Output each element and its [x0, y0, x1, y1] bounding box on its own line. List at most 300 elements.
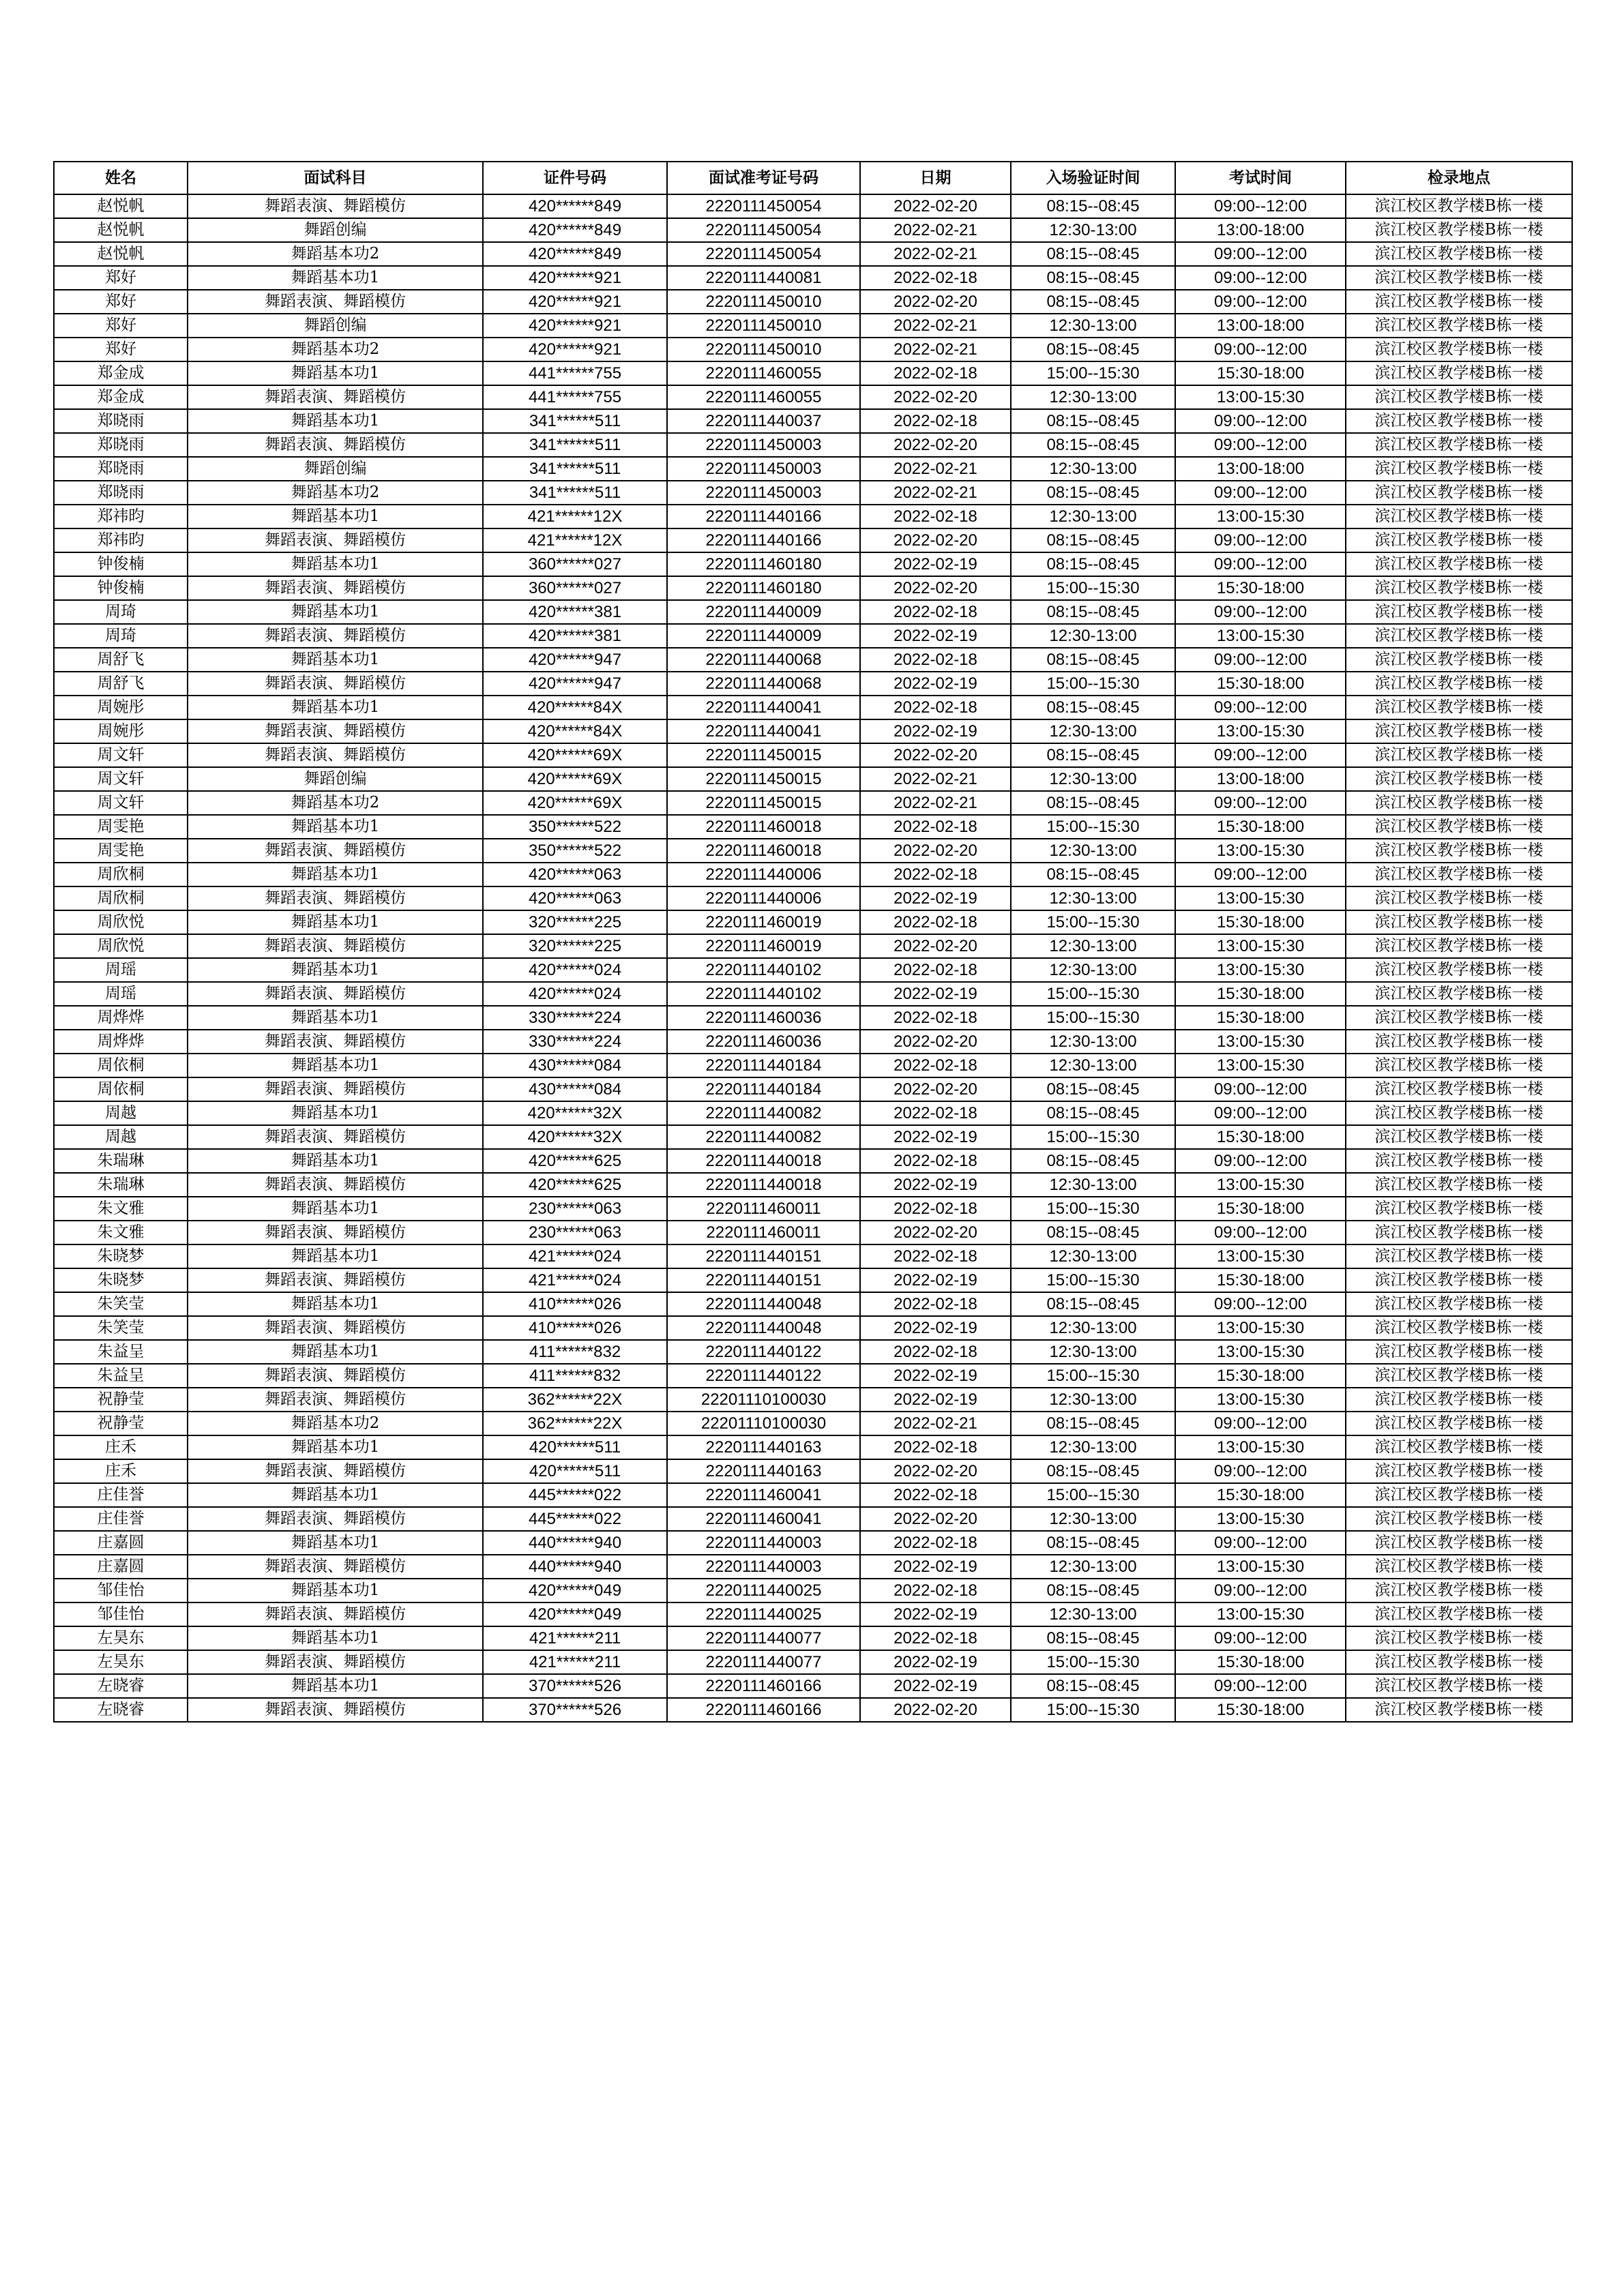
cell-checkin-time: 08:15--08:45 [1011, 1077, 1175, 1101]
cell-checkin-location: 滨江校区教学楼B栋一楼 [1346, 791, 1572, 815]
cell-date: 2022-02-19 [860, 1602, 1011, 1626]
cell-id-number: 441******755 [483, 361, 667, 385]
cell-name: 周依桐 [54, 1077, 188, 1101]
cell-name: 郑好 [54, 266, 188, 290]
cell-date: 2022-02-20 [860, 433, 1011, 457]
cell-admission-number: 2220111440018 [667, 1149, 860, 1173]
header-row [54, 162, 1572, 194]
cell-checkin-time: 15:00--15:30 [1011, 1698, 1175, 1722]
cell-id-number: 420******69X [483, 791, 667, 815]
cell-exam-time: 09:00--12:00 [1175, 1674, 1346, 1698]
cell-date: 2022-02-18 [860, 863, 1011, 886]
cell-checkin-time: 08:15--08:45 [1011, 863, 1175, 886]
cell-date: 2022-02-20 [860, 1698, 1011, 1722]
cell-checkin-time: 08:15--08:45 [1011, 1459, 1175, 1483]
cell-id-number: 420******063 [483, 863, 667, 886]
cell-checkin-location: 滨江校区教学楼B栋一楼 [1346, 982, 1572, 1006]
cell-subject: 舞蹈基本功2 [188, 791, 483, 815]
cell-checkin-time: 15:00--15:30 [1011, 1483, 1175, 1507]
cell-id-number: 420******024 [483, 982, 667, 1006]
cell-checkin-location: 滨江校区教学楼B栋一楼 [1346, 910, 1572, 934]
cell-id-number: 420******849 [483, 242, 667, 266]
cell-exam-time: 13:00-15:30 [1175, 1435, 1346, 1459]
table-row [54, 791, 1572, 815]
cell-name: 郑好 [54, 314, 188, 338]
table-row [54, 1030, 1572, 1054]
table-row [54, 314, 1572, 338]
cell-id-number: 421******12X [483, 505, 667, 528]
cell-id-number: 420******049 [483, 1602, 667, 1626]
cell-exam-time: 09:00--12:00 [1175, 696, 1346, 719]
cell-admission-number: 2220111440102 [667, 958, 860, 982]
cell-id-number: 330******224 [483, 1006, 667, 1030]
cell-date: 2022-02-20 [860, 528, 1011, 552]
cell-date: 2022-02-18 [860, 1197, 1011, 1221]
cell-exam-time: 09:00--12:00 [1175, 194, 1346, 218]
cell-date: 2022-02-18 [860, 266, 1011, 290]
table-row [54, 624, 1572, 648]
cell-subject: 舞蹈基本功2 [188, 338, 483, 361]
table-row [54, 1531, 1572, 1555]
cell-subject: 舞蹈表演、舞蹈模仿 [188, 1388, 483, 1412]
cell-subject: 舞蹈表演、舞蹈模仿 [188, 194, 483, 218]
cell-subject: 舞蹈基本功2 [188, 1412, 483, 1435]
cell-checkin-location: 滨江校区教学楼B栋一楼 [1346, 934, 1572, 958]
cell-id-number: 420******921 [483, 266, 667, 290]
cell-subject: 舞蹈表演、舞蹈模仿 [188, 886, 483, 910]
cell-admission-number: 2220111440037 [667, 409, 860, 433]
cell-checkin-time: 12:30-13:00 [1011, 1030, 1175, 1054]
cell-subject: 舞蹈表演、舞蹈模仿 [188, 1364, 483, 1388]
cell-id-number: 440******940 [483, 1555, 667, 1579]
cell-admission-number: 2220111460011 [667, 1197, 860, 1221]
table-row [54, 385, 1572, 409]
cell-checkin-time: 12:30-13:00 [1011, 839, 1175, 863]
cell-admission-number: 2220111440041 [667, 719, 860, 743]
cell-id-number: 370******526 [483, 1698, 667, 1722]
cell-subject: 舞蹈基本功1 [188, 1054, 483, 1077]
cell-date: 2022-02-18 [860, 1340, 1011, 1364]
cell-checkin-location: 滨江校区教学楼B栋一楼 [1346, 886, 1572, 910]
cell-subject: 舞蹈基本功1 [188, 1483, 483, 1507]
cell-date: 2022-02-21 [860, 481, 1011, 505]
cell-id-number: 360******027 [483, 552, 667, 576]
table-row [54, 552, 1572, 576]
cell-name: 朱益呈 [54, 1364, 188, 1388]
cell-id-number: 420******849 [483, 194, 667, 218]
cell-date: 2022-02-20 [860, 1507, 1011, 1531]
cell-checkin-time: 12:30-13:00 [1011, 457, 1175, 481]
cell-date: 2022-02-18 [860, 958, 1011, 982]
cell-checkin-time: 12:30-13:00 [1011, 1316, 1175, 1340]
cell-subject: 舞蹈基本功1 [188, 1244, 483, 1268]
cell-admission-number: 2220111460019 [667, 910, 860, 934]
cell-exam-time: 13:00-15:30 [1175, 1316, 1346, 1340]
cell-exam-time: 09:00--12:00 [1175, 481, 1346, 505]
cell-checkin-time: 08:15--08:45 [1011, 1221, 1175, 1244]
table-row [54, 505, 1572, 528]
cell-checkin-time: 12:30-13:00 [1011, 886, 1175, 910]
cell-id-number: 420******32X [483, 1101, 667, 1125]
cell-checkin-location: 滨江校区教学楼B栋一楼 [1346, 218, 1572, 242]
cell-exam-time: 13:00-15:30 [1175, 1555, 1346, 1579]
cell-admission-number: 2220111460036 [667, 1030, 860, 1054]
cell-name: 朱文雅 [54, 1197, 188, 1221]
cell-id-number: 420******511 [483, 1459, 667, 1483]
cell-exam-time: 15:30-18:00 [1175, 1197, 1346, 1221]
cell-exam-time: 15:30-18:00 [1175, 910, 1346, 934]
cell-date: 2022-02-18 [860, 1244, 1011, 1268]
cell-name: 周舒飞 [54, 648, 188, 672]
cell-name: 钟俊楠 [54, 576, 188, 600]
cell-name: 周舒飞 [54, 672, 188, 696]
cell-admission-number: 2220111460018 [667, 815, 860, 839]
cell-checkin-time: 12:30-13:00 [1011, 1555, 1175, 1579]
cell-name: 庄禾 [54, 1435, 188, 1459]
cell-checkin-location: 滨江校区教学楼B栋一楼 [1346, 290, 1572, 314]
table-row [54, 576, 1572, 600]
cell-checkin-location: 滨江校区教学楼B栋一楼 [1346, 863, 1572, 886]
cell-admission-number: 2220111460166 [667, 1698, 860, 1722]
cell-checkin-location: 滨江校区教学楼B栋一楼 [1346, 552, 1572, 576]
cell-id-number: 420******381 [483, 624, 667, 648]
cell-id-number: 230******063 [483, 1221, 667, 1244]
cell-subject: 舞蹈表演、舞蹈模仿 [188, 576, 483, 600]
cell-checkin-time: 08:15--08:45 [1011, 338, 1175, 361]
cell-checkin-location: 滨江校区教学楼B栋一楼 [1346, 815, 1572, 839]
cell-checkin-time: 08:15--08:45 [1011, 1531, 1175, 1555]
cell-subject: 舞蹈表演、舞蹈模仿 [188, 1698, 483, 1722]
cell-checkin-location: 滨江校区教学楼B栋一楼 [1346, 1316, 1572, 1340]
cell-checkin-time: 08:15--08:45 [1011, 409, 1175, 433]
cell-admission-number: 2220111440184 [667, 1054, 860, 1077]
cell-name: 钟俊楠 [54, 552, 188, 576]
cell-checkin-location: 滨江校区教学楼B栋一楼 [1346, 266, 1572, 290]
cell-admission-number: 2220111460180 [667, 576, 860, 600]
cell-exam-time: 13:00-15:30 [1175, 385, 1346, 409]
cell-name: 朱瑞琳 [54, 1149, 188, 1173]
cell-checkin-location: 滨江校区教学楼B栋一楼 [1346, 1125, 1572, 1149]
cell-exam-time: 09:00--12:00 [1175, 409, 1346, 433]
cell-date: 2022-02-20 [860, 194, 1011, 218]
cell-id-number: 420******625 [483, 1149, 667, 1173]
cell-name: 庄嘉圆 [54, 1531, 188, 1555]
cell-checkin-location: 滨江校区教学楼B栋一楼 [1346, 648, 1572, 672]
cell-checkin-location: 滨江校区教学楼B栋一楼 [1346, 505, 1572, 528]
cell-checkin-location: 滨江校区教学楼B栋一楼 [1346, 194, 1572, 218]
cell-name: 左晓睿 [54, 1698, 188, 1722]
cell-id-number: 362******22X [483, 1388, 667, 1412]
cell-admission-number: 2220111450003 [667, 457, 860, 481]
cell-exam-time: 13:00-15:30 [1175, 958, 1346, 982]
cell-name: 朱笑莹 [54, 1292, 188, 1316]
cell-exam-time: 15:30-18:00 [1175, 982, 1346, 1006]
cell-exam-time: 15:30-18:00 [1175, 1364, 1346, 1388]
cell-checkin-time: 12:30-13:00 [1011, 1054, 1175, 1077]
cell-id-number: 440******940 [483, 1531, 667, 1555]
table-row [54, 958, 1572, 982]
cell-exam-time: 09:00--12:00 [1175, 743, 1346, 767]
table-row [54, 1602, 1572, 1626]
cell-admission-number: 2220111440151 [667, 1244, 860, 1268]
cell-date: 2022-02-18 [860, 361, 1011, 385]
interview-schedule-table [53, 161, 1573, 1723]
cell-exam-time: 09:00--12:00 [1175, 1077, 1346, 1101]
cell-id-number: 360******027 [483, 576, 667, 600]
header-checkin-location: 检录地点 [1346, 162, 1572, 194]
cell-id-number: 420******921 [483, 314, 667, 338]
cell-date: 2022-02-18 [860, 1626, 1011, 1650]
cell-name: 周婉彤 [54, 719, 188, 743]
cell-name: 周越 [54, 1101, 188, 1125]
cell-subject: 舞蹈创编 [188, 218, 483, 242]
cell-checkin-location: 滨江校区教学楼B栋一楼 [1346, 1531, 1572, 1555]
table-row [54, 1555, 1572, 1579]
cell-exam-time: 09:00--12:00 [1175, 648, 1346, 672]
cell-name: 庄佳誉 [54, 1507, 188, 1531]
cell-admission-number: 2220111440006 [667, 863, 860, 886]
cell-name: 朱晓梦 [54, 1268, 188, 1292]
cell-exam-time: 09:00--12:00 [1175, 1579, 1346, 1602]
cell-checkin-time: 12:30-13:00 [1011, 1435, 1175, 1459]
cell-checkin-time: 08:15--08:45 [1011, 600, 1175, 624]
cell-name: 朱文雅 [54, 1221, 188, 1244]
table-row [54, 1388, 1572, 1412]
cell-subject: 舞蹈表演、舞蹈模仿 [188, 1030, 483, 1054]
cell-name: 郑金成 [54, 385, 188, 409]
cell-subject: 舞蹈表演、舞蹈模仿 [188, 1507, 483, 1531]
cell-subject: 舞蹈基本功1 [188, 600, 483, 624]
cell-name: 郑好 [54, 290, 188, 314]
cell-checkin-location: 滨江校区教学楼B栋一楼 [1346, 433, 1572, 457]
cell-id-number: 420******84X [483, 719, 667, 743]
cell-id-number: 410******026 [483, 1292, 667, 1316]
cell-checkin-time: 08:15--08:45 [1011, 1149, 1175, 1173]
cell-checkin-time: 12:30-13:00 [1011, 1173, 1175, 1197]
cell-exam-time: 09:00--12:00 [1175, 600, 1346, 624]
cell-exam-time: 09:00--12:00 [1175, 1149, 1346, 1173]
cell-exam-time: 09:00--12:00 [1175, 528, 1346, 552]
cell-checkin-time: 15:00--15:30 [1011, 576, 1175, 600]
cell-name: 祝静莹 [54, 1412, 188, 1435]
cell-checkin-time: 08:15--08:45 [1011, 552, 1175, 576]
cell-name: 郑祎昀 [54, 528, 188, 552]
table-row [54, 1125, 1572, 1149]
cell-admission-number: 2220111460166 [667, 1674, 860, 1698]
cell-subject: 舞蹈表演、舞蹈模仿 [188, 719, 483, 743]
table-row [54, 1006, 1572, 1030]
cell-subject: 舞蹈基本功1 [188, 1292, 483, 1316]
header-exam-time: 考试时间 [1175, 162, 1346, 194]
cell-checkin-location: 滨江校区教学楼B栋一楼 [1346, 242, 1572, 266]
cell-checkin-location: 滨江校区教学楼B栋一楼 [1346, 1507, 1572, 1531]
cell-admission-number: 2220111440068 [667, 672, 860, 696]
cell-checkin-location: 滨江校区教学楼B栋一楼 [1346, 314, 1572, 338]
cell-checkin-location: 滨江校区教学楼B栋一楼 [1346, 1006, 1572, 1030]
cell-subject: 舞蹈基本功1 [188, 409, 483, 433]
cell-checkin-time: 08:15--08:45 [1011, 1579, 1175, 1602]
cell-exam-time: 09:00--12:00 [1175, 552, 1346, 576]
cell-checkin-location: 滨江校区教学楼B栋一楼 [1346, 1459, 1572, 1483]
cell-date: 2022-02-19 [860, 1388, 1011, 1412]
cell-id-number: 420******32X [483, 1125, 667, 1149]
cell-admission-number: 2220111440184 [667, 1077, 860, 1101]
cell-name: 周琦 [54, 600, 188, 624]
cell-subject: 舞蹈表演、舞蹈模仿 [188, 1221, 483, 1244]
cell-date: 2022-02-18 [860, 1483, 1011, 1507]
cell-checkin-time: 15:00--15:30 [1011, 1197, 1175, 1221]
table-row [54, 1077, 1572, 1101]
cell-exam-time: 13:00-15:30 [1175, 1388, 1346, 1412]
table-row [54, 1507, 1572, 1531]
cell-checkin-location: 滨江校区教学楼B栋一楼 [1346, 958, 1572, 982]
table-row [54, 1698, 1572, 1722]
cell-checkin-location: 滨江校区教学楼B栋一楼 [1346, 1555, 1572, 1579]
cell-checkin-location: 滨江校区教学楼B栋一楼 [1346, 1292, 1572, 1316]
cell-exam-time: 13:00-15:30 [1175, 1507, 1346, 1531]
cell-name: 周文轩 [54, 767, 188, 791]
cell-subject: 舞蹈表演、舞蹈模仿 [188, 1602, 483, 1626]
cell-exam-time: 13:00-15:30 [1175, 1173, 1346, 1197]
table-row [54, 648, 1572, 672]
cell-subject: 舞蹈表演、舞蹈模仿 [188, 1459, 483, 1483]
cell-id-number: 420******381 [483, 600, 667, 624]
cell-id-number: 420******921 [483, 290, 667, 314]
cell-date: 2022-02-19 [860, 672, 1011, 696]
cell-date: 2022-02-21 [860, 242, 1011, 266]
cell-admission-number: 2220111440082 [667, 1125, 860, 1149]
cell-admission-number: 2220111440025 [667, 1579, 860, 1602]
cell-id-number: 420******063 [483, 886, 667, 910]
cell-date: 2022-02-18 [860, 815, 1011, 839]
cell-id-number: 350******522 [483, 815, 667, 839]
table-row [54, 481, 1572, 505]
cell-admission-number: 2220111450003 [667, 433, 860, 457]
cell-name: 赵悦帆 [54, 218, 188, 242]
cell-checkin-location: 滨江校区教学楼B栋一楼 [1346, 338, 1572, 361]
cell-name: 周瑶 [54, 982, 188, 1006]
header-admission-number: 面试准考证号码 [667, 162, 860, 194]
cell-date: 2022-02-19 [860, 1268, 1011, 1292]
cell-subject: 舞蹈基本功1 [188, 1101, 483, 1125]
cell-checkin-location: 滨江校区教学楼B栋一楼 [1346, 624, 1572, 648]
cell-checkin-location: 滨江校区教学楼B栋一楼 [1346, 1435, 1572, 1459]
cell-date: 2022-02-19 [860, 1173, 1011, 1197]
cell-id-number: 421******024 [483, 1268, 667, 1292]
table-row [54, 1197, 1572, 1221]
cell-exam-time: 13:00-15:30 [1175, 1054, 1346, 1077]
cell-admission-number: 2220111440018 [667, 1173, 860, 1197]
cell-subject: 舞蹈创编 [188, 457, 483, 481]
table-row [54, 1149, 1572, 1173]
table-row [54, 1244, 1572, 1268]
cell-date: 2022-02-20 [860, 839, 1011, 863]
cell-id-number: 420******947 [483, 672, 667, 696]
cell-exam-time: 09:00--12:00 [1175, 1459, 1346, 1483]
cell-exam-time: 15:30-18:00 [1175, 672, 1346, 696]
cell-date: 2022-02-21 [860, 1412, 1011, 1435]
cell-subject: 舞蹈表演、舞蹈模仿 [188, 1125, 483, 1149]
cell-name: 邹佳怡 [54, 1579, 188, 1602]
cell-admission-number: 2220111440102 [667, 982, 860, 1006]
cell-name: 周越 [54, 1125, 188, 1149]
cell-checkin-time: 08:15--08:45 [1011, 743, 1175, 767]
table-row [54, 1268, 1572, 1292]
table-row [54, 457, 1572, 481]
cell-admission-number: 2220111440006 [667, 886, 860, 910]
cell-date: 2022-02-21 [860, 791, 1011, 815]
cell-subject: 舞蹈基本功1 [188, 696, 483, 719]
cell-exam-time: 09:00--12:00 [1175, 1531, 1346, 1555]
cell-date: 2022-02-20 [860, 1459, 1011, 1483]
table-row [54, 266, 1572, 290]
cell-admission-number: 2220111460041 [667, 1507, 860, 1531]
cell-name: 左昊东 [54, 1626, 188, 1650]
header-id-number: 证件号码 [483, 162, 667, 194]
table-row [54, 719, 1572, 743]
cell-checkin-time: 08:15--08:45 [1011, 1674, 1175, 1698]
cell-checkin-location: 滨江校区教学楼B栋一楼 [1346, 743, 1572, 767]
cell-id-number: 420******69X [483, 743, 667, 767]
cell-checkin-location: 滨江校区教学楼B栋一楼 [1346, 1244, 1572, 1268]
cell-subject: 舞蹈基本功1 [188, 1435, 483, 1459]
table-row [54, 1292, 1572, 1316]
cell-name: 周烨烨 [54, 1030, 188, 1054]
cell-exam-time: 15:30-18:00 [1175, 1268, 1346, 1292]
cell-admission-number: 2220111450003 [667, 481, 860, 505]
cell-subject: 舞蹈基本功1 [188, 1531, 483, 1555]
cell-date: 2022-02-21 [860, 314, 1011, 338]
cell-name: 朱益呈 [54, 1340, 188, 1364]
table-row [54, 1364, 1572, 1388]
cell-id-number: 230******063 [483, 1197, 667, 1221]
cell-name: 周婉彤 [54, 696, 188, 719]
cell-id-number: 420******511 [483, 1435, 667, 1459]
cell-exam-time: 15:30-18:00 [1175, 815, 1346, 839]
cell-id-number: 411******832 [483, 1340, 667, 1364]
cell-name: 庄禾 [54, 1459, 188, 1483]
cell-admission-number: 2220111450010 [667, 314, 860, 338]
cell-name: 周烨烨 [54, 1006, 188, 1030]
cell-name: 郑晓雨 [54, 457, 188, 481]
cell-subject: 舞蹈基本功1 [188, 648, 483, 672]
cell-admission-number: 2220111450054 [667, 218, 860, 242]
cell-subject: 舞蹈基本功1 [188, 863, 483, 886]
cell-checkin-location: 滨江校区教学楼B栋一楼 [1346, 1483, 1572, 1507]
cell-admission-number: 2220111440003 [667, 1555, 860, 1579]
cell-id-number: 421******024 [483, 1244, 667, 1268]
table-row [54, 338, 1572, 361]
cell-subject: 舞蹈表演、舞蹈模仿 [188, 743, 483, 767]
cell-admission-number: 2220111450010 [667, 290, 860, 314]
table-header [54, 162, 1572, 194]
cell-admission-number: 22201110100030 [667, 1388, 860, 1412]
cell-checkin-location: 滨江校区教学楼B栋一楼 [1346, 672, 1572, 696]
cell-exam-time: 13:00-15:30 [1175, 505, 1346, 528]
table-row [54, 1674, 1572, 1698]
cell-checkin-location: 滨江校区教学楼B栋一楼 [1346, 839, 1572, 863]
cell-id-number: 430******084 [483, 1054, 667, 1077]
cell-name: 周雯艳 [54, 815, 188, 839]
cell-checkin-location: 滨江校区教学楼B栋一楼 [1346, 600, 1572, 624]
cell-subject: 舞蹈表演、舞蹈模仿 [188, 672, 483, 696]
cell-checkin-time: 15:00--15:30 [1011, 910, 1175, 934]
cell-date: 2022-02-18 [860, 409, 1011, 433]
cell-id-number: 362******22X [483, 1412, 667, 1435]
cell-checkin-location: 滨江校区教学楼B栋一楼 [1346, 1579, 1572, 1602]
cell-exam-time: 13:00-15:30 [1175, 886, 1346, 910]
cell-admission-number: 2220111450010 [667, 338, 860, 361]
